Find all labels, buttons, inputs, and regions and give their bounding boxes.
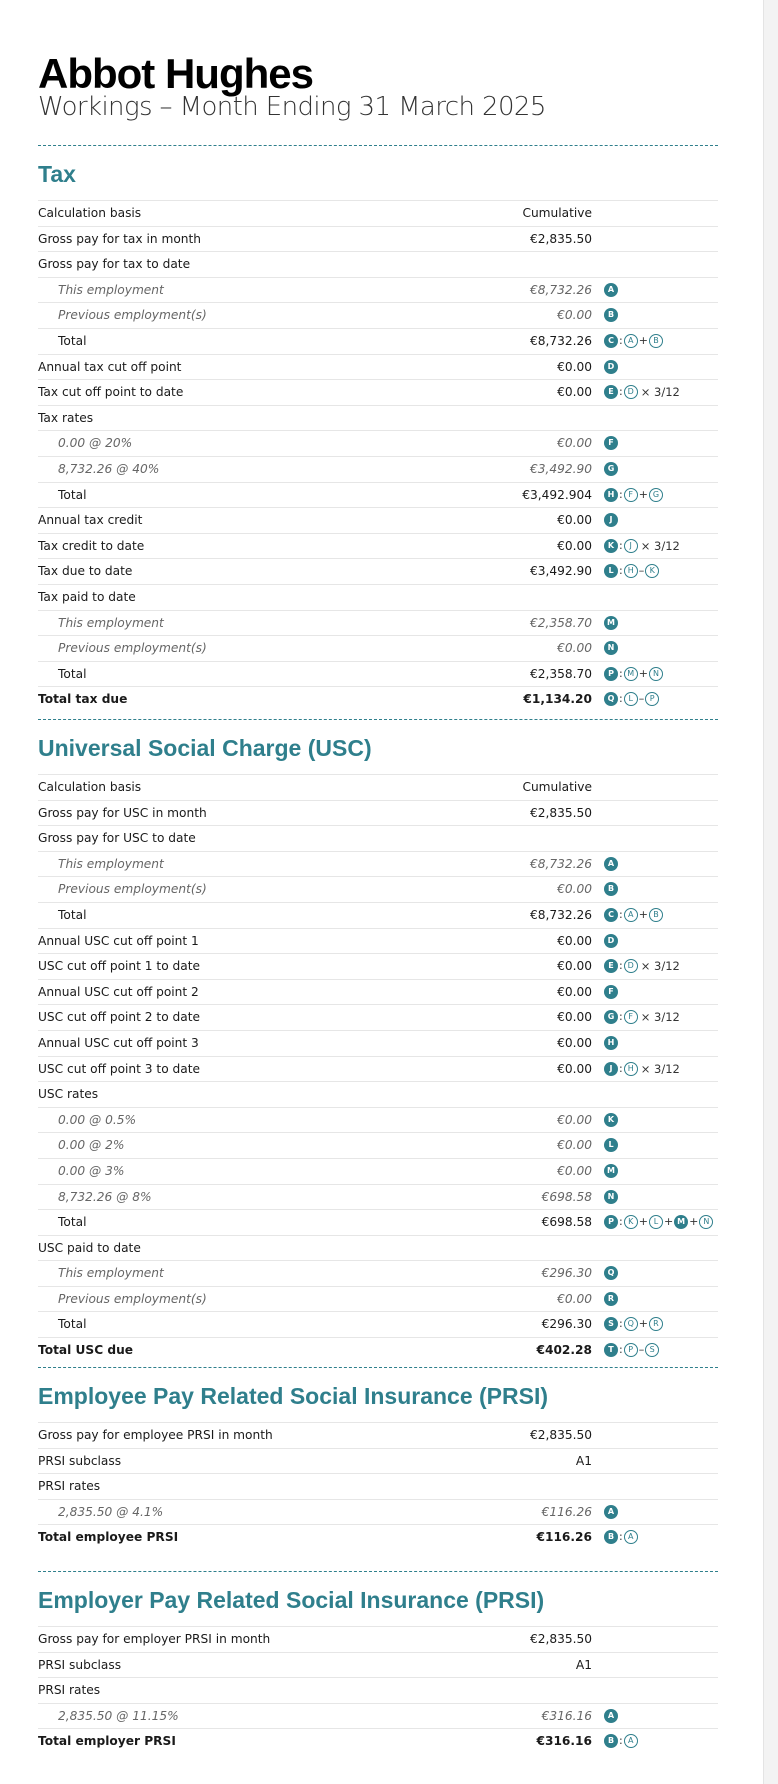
row-value: €0.00 [557,641,592,656]
row-label: Total tax due [38,692,128,707]
row-label: Total [58,1215,87,1230]
formula-operator: – [638,692,645,706]
row-reference [604,929,618,953]
reference-badge: J [604,513,618,527]
table-row [38,1448,718,1474]
row-label: Tax rates [38,410,94,425]
row-reference: B : A [604,1729,638,1753]
table-row [38,928,718,954]
row-value: €2,358.70 [529,615,592,630]
table-row [38,1081,718,1107]
table-row [38,979,718,1005]
row-value: €3,492.90 [529,564,592,579]
row-reference [604,508,618,532]
reference-badge: P [604,667,618,681]
row-label: USC paid to date [38,1240,141,1255]
employee-prsi-section [38,1367,718,1550]
row-reference: B : A [604,1525,638,1549]
row-value: €0.00 [557,1291,592,1306]
formula-factor: × 3/12 [640,385,680,400]
table-row [38,953,718,979]
table-row [38,430,718,456]
row-label: Calculation basis [38,780,142,794]
reference-badge: S [604,1317,618,1331]
row-value: Cumulative [522,780,592,794]
table-row [38,635,718,661]
row-value: €0.00 [557,1163,592,1178]
reference-badge: D [604,934,618,948]
reference-badge: H [604,488,618,502]
reference-badge: Q [604,1266,618,1280]
row-value: €0.00 [557,1112,592,1127]
formula-ref-badge: M [674,1215,688,1229]
row-value: A1 [575,1657,592,1672]
reference-badge: H [604,1036,618,1050]
formula-factor: × 3/12 [640,538,680,553]
formula-operator: + [638,1215,648,1229]
row-reference [604,1108,618,1132]
formula-operator: + [663,1215,674,1229]
formula-ref-badge: A [624,334,638,348]
reference-badge: P [604,1215,618,1229]
table-row [38,1626,718,1652]
table-row [38,825,718,851]
row-value: €8,732.26 [529,907,592,922]
row-label: Gross pay for USC to date [38,831,196,846]
formula-ref-badge: A [624,908,638,922]
row-value: €2,835.50 [529,1632,592,1646]
total-row [38,1337,718,1363]
row-value: €0.00 [557,436,592,451]
row-reference: T : P – S [604,1338,659,1362]
reference-badge: A [604,283,618,297]
row-label: 0.00 @ 0.5% [58,1112,137,1127]
row-value: €1,134.20 [523,692,592,707]
reference-badge: B [604,308,618,322]
row-label: Previous employment(s) [58,882,207,897]
table-row [38,558,718,584]
row-reference: H : F + G [604,483,663,507]
row-label: Previous employment(s) [58,308,207,323]
row-label: Annual tax credit [38,513,143,528]
row-reference [604,1185,618,1209]
table-row [38,226,718,252]
row-label: This employment [58,615,164,630]
row-value: €0.00 [557,1138,592,1153]
row-value: €116.26 [541,1504,592,1519]
table-row [38,251,718,277]
row-reference [604,611,618,635]
row-value: €2,835.50 [529,231,592,246]
reference-badge: M [604,616,618,630]
row-value: €8,732.26 [529,333,592,348]
formula-ref-badge: F [624,1010,638,1024]
row-label: Gross pay for tax to date [38,257,191,272]
row-value: €2,835.50 [529,805,592,820]
row-reference [604,278,618,302]
row-value: €0.00 [557,538,592,553]
scrollbar[interactable] [763,0,778,1784]
reference-badge: M [604,1164,618,1178]
reference-badge: Q [604,692,618,706]
reference-badge: N [604,1190,618,1204]
row-label: Gross pay for employee PRSI in month [38,1428,273,1442]
row-label: 2,835.50 @ 11.15% [58,1708,179,1723]
reference-badge: L [604,1138,618,1152]
row-reference: E : D × 3/12 [604,380,680,404]
formula-operator: + [638,1317,648,1331]
total-row [38,686,718,712]
row-label: Tax paid to date [38,589,136,604]
row-reference [604,1133,618,1157]
row-value: €3,492.904 [522,487,592,502]
formula-ref-badge: F [624,488,638,502]
table-row [38,1004,718,1030]
formula-factor: × 3/12 [640,959,680,974]
row-value: €0.00 [557,359,592,374]
row-value: €0.00 [557,1061,592,1076]
reference-badge: J [604,1062,618,1076]
formula-ref-badge: R [649,1317,663,1331]
table-row [38,354,718,380]
row-reference [604,1704,618,1728]
row-label: Total USC due [38,1343,134,1358]
table-row [38,1677,718,1703]
formula-ref-badge: K [624,1215,638,1229]
table-row [38,1209,718,1235]
formula-factor: × 3/12 [640,1061,680,1076]
formula-ref-badge: A [624,1734,638,1748]
table-row [38,902,718,928]
table-row [38,1158,718,1184]
row-reference: G : F × 3/12 [604,1005,680,1029]
row-value: A1 [575,1453,592,1468]
row-label: Previous employment(s) [58,641,207,656]
row-label: Annual USC cut off point 1 [38,933,199,948]
row-label: Gross pay for employer PRSI in month [38,1632,271,1646]
table-row [38,1652,718,1678]
row-reference [604,877,618,901]
row-label: Annual USC cut off point 2 [38,984,199,999]
row-value: €698.58 [541,1189,592,1204]
reference-badge: D [604,360,618,374]
row-value: €0.00 [557,513,592,528]
table-row [38,1235,718,1261]
formula-ref-badge: H [624,1062,638,1076]
row-label: PRSI rates [38,1683,101,1698]
row-reference [604,1031,618,1055]
row-reference: S : Q + R [604,1312,663,1336]
tax-table [38,200,718,712]
row-label: This employment [58,856,164,871]
table-row [38,661,718,687]
reference-badge: A [604,1709,618,1723]
reference-badge: K [604,539,618,553]
row-value: €316.16 [541,1708,592,1723]
row-label: Total [58,666,87,681]
row-value: €402.28 [536,1343,592,1358]
row-value: €296.30 [541,1317,592,1332]
page-subtitle: Workings – Month Ending 31 March 2025 [38,92,546,122]
formula-ref-badge: N [649,667,663,681]
usc-section [38,719,718,1363]
row-reference: P : K + L + M + N [604,1210,713,1234]
formula-ref-badge: J [624,539,638,553]
formula-ref-badge: D [624,959,638,973]
row-reference: J : H × 3/12 [604,1057,680,1081]
table-row [38,328,718,354]
formula-operator: + [638,666,648,680]
row-value: €116.26 [536,1530,592,1545]
section-title: Tax [38,161,76,187]
formula-ref-badge: N [699,1215,713,1229]
table-row [38,1107,718,1133]
row-value: €0.00 [557,984,592,999]
row-value: €0.00 [557,933,592,948]
reference-badge: K [604,1113,618,1127]
table-row [38,1422,718,1448]
formula-ref-badge: G [649,488,663,502]
table-row [38,456,718,482]
formula-ref-badge: H [624,564,638,578]
row-label: Total [58,487,87,502]
row-reference [604,1159,618,1183]
table-row [38,200,718,226]
reference-badge: A [604,1505,618,1519]
row-reference: L : H – K [604,559,659,583]
table-row [38,1311,718,1337]
row-value: €0.00 [557,1035,592,1050]
section-title: Employer Pay Related Social Insurance (PRSI) [38,1587,545,1613]
formula-factor: × 3/12 [640,1010,680,1025]
employee-name: Abbot Hughes [38,50,313,97]
row-label: PRSI subclass [38,1657,122,1672]
reference-badge: F [604,985,618,999]
row-value: €0.00 [557,959,592,974]
row-reference [604,457,618,481]
table-row [38,584,718,610]
row-value: €3,492.90 [529,461,592,476]
row-reference [604,1500,618,1524]
formula-operator: + [689,1215,699,1229]
table-row [38,1260,718,1286]
row-label: PRSI subclass [38,1453,122,1468]
row-reference [604,431,618,455]
row-value: €8,732.26 [529,282,592,297]
reference-badge: E [604,385,618,399]
table-row [38,1056,718,1082]
formula-ref-badge: B [649,908,663,922]
row-reference: C : A + B [604,329,663,353]
row-label: Previous employment(s) [58,1291,207,1306]
row-value: €316.16 [536,1734,592,1749]
table-row [38,1703,718,1729]
row-label: 0.00 @ 3% [58,1163,125,1178]
row-label: USC rates [38,1087,99,1102]
formula-ref-badge: M [624,667,638,681]
row-label: Tax due to date [38,564,133,579]
total-row [38,1728,718,1754]
usc-table [38,774,718,1363]
row-value: €0.00 [557,882,592,897]
row-value: €0.00 [557,385,592,400]
row-label: Tax cut off point to date [38,385,184,400]
section-title: Universal Social Charge (USC) [38,735,372,761]
row-reference [604,980,618,1004]
reference-badge: A [604,857,618,871]
row-reference: K : J × 3/12 [604,534,680,558]
reference-badge: B [604,1530,618,1544]
row-label: USC cut off point 2 to date [38,1010,201,1025]
row-label: Calculation basis [38,206,142,220]
row-value: €296.30 [541,1266,592,1281]
table-row [38,1184,718,1210]
row-value: €0.00 [557,308,592,323]
reference-badge: E [604,959,618,973]
formula-ref-badge: P [624,1343,638,1357]
row-label: USC cut off point 1 to date [38,959,201,974]
row-label: 2,835.50 @ 4.1% [58,1504,164,1519]
table-row [38,876,718,902]
row-label: Gross pay for USC in month [38,805,207,820]
row-reference [604,355,618,379]
reference-badge: G [604,1010,618,1024]
reference-badge: T [604,1343,618,1357]
employer-prsi-table [38,1626,718,1754]
reference-badge: L [604,564,618,578]
table-row [38,405,718,431]
row-reference: P : M + N [604,662,663,686]
reference-badge: R [604,1292,618,1306]
row-label: Annual USC cut off point 3 [38,1035,199,1050]
formula-ref-badge: B [649,334,663,348]
row-label: Total employee PRSI [38,1530,179,1545]
row-label: Tax credit to date [38,538,145,553]
row-label: Total employer PRSI [38,1734,176,1749]
table-row [38,533,718,559]
row-value: €2,835.50 [529,1428,592,1442]
formula-ref-badge: L [649,1215,663,1229]
row-label: Total [58,907,87,922]
row-value: €2,358.70 [529,666,592,681]
row-label: 8,732.26 @ 40% [58,461,160,476]
employee-prsi-table [38,1422,718,1550]
table-row [38,302,718,328]
formula-ref-badge: L [624,692,638,706]
row-reference [604,1261,618,1285]
formula-operator: + [638,907,648,921]
table-row [38,851,718,877]
table-row [38,1030,718,1056]
row-reference: C : A + B [604,903,663,927]
row-reference [604,636,618,660]
formula-ref-badge: A [624,1530,638,1544]
table-row [38,1473,718,1499]
reference-badge: C [604,908,618,922]
formula-ref-badge: K [645,564,659,578]
row-label: PRSI rates [38,1479,101,1494]
row-reference: Q : L – P [604,687,659,711]
row-value: Cumulative [522,206,592,220]
table-row [38,1286,718,1312]
formula-operator: – [638,564,645,578]
row-reference [604,303,618,327]
row-reference: E : D × 3/12 [604,954,680,978]
reference-badge: B [604,882,618,896]
reference-badge: F [604,436,618,450]
row-reference [604,852,618,876]
table-row [38,277,718,303]
row-label: 8,732.26 @ 8% [58,1189,152,1204]
table-row [38,774,718,800]
formula-operator: + [638,487,648,501]
row-label: USC cut off point 3 to date [38,1061,201,1076]
row-label: Gross pay for tax in month [38,231,202,246]
row-label: This employment [58,282,164,297]
table-row [38,1499,718,1525]
formula-ref-badge: P [645,692,659,706]
row-label: Annual tax cut off point [38,359,182,374]
row-label: 0.00 @ 2% [58,1138,125,1153]
formula-ref-badge: Q [624,1317,638,1331]
table-row [38,610,718,636]
formula-ref-badge: D [624,385,638,399]
table-row [38,1132,718,1158]
formula-ref-badge: S [645,1343,659,1357]
table-row [38,379,718,405]
row-label: 0.00 @ 20% [58,436,133,451]
table-row [38,507,718,533]
row-label: Total [58,1317,87,1332]
employer-prsi-section [38,1571,718,1754]
row-label: This employment [58,1266,164,1281]
row-value: €0.00 [557,1010,592,1025]
reference-badge: G [604,462,618,476]
section-title: Employee Pay Related Social Insurance (PRSI) [38,1383,549,1409]
reference-badge: C [604,334,618,348]
formula-operator: + [638,333,648,347]
table-row [38,482,718,508]
table-row [38,800,718,826]
row-value: €8,732.26 [529,856,592,871]
reference-badge: N [604,641,618,655]
reference-badge: B [604,1734,618,1748]
row-reference [604,1287,618,1311]
row-value: €698.58 [541,1215,592,1230]
formula-operator: – [638,1343,645,1357]
tax-section [38,145,718,712]
row-label: Total [58,333,87,348]
total-row [38,1524,718,1550]
